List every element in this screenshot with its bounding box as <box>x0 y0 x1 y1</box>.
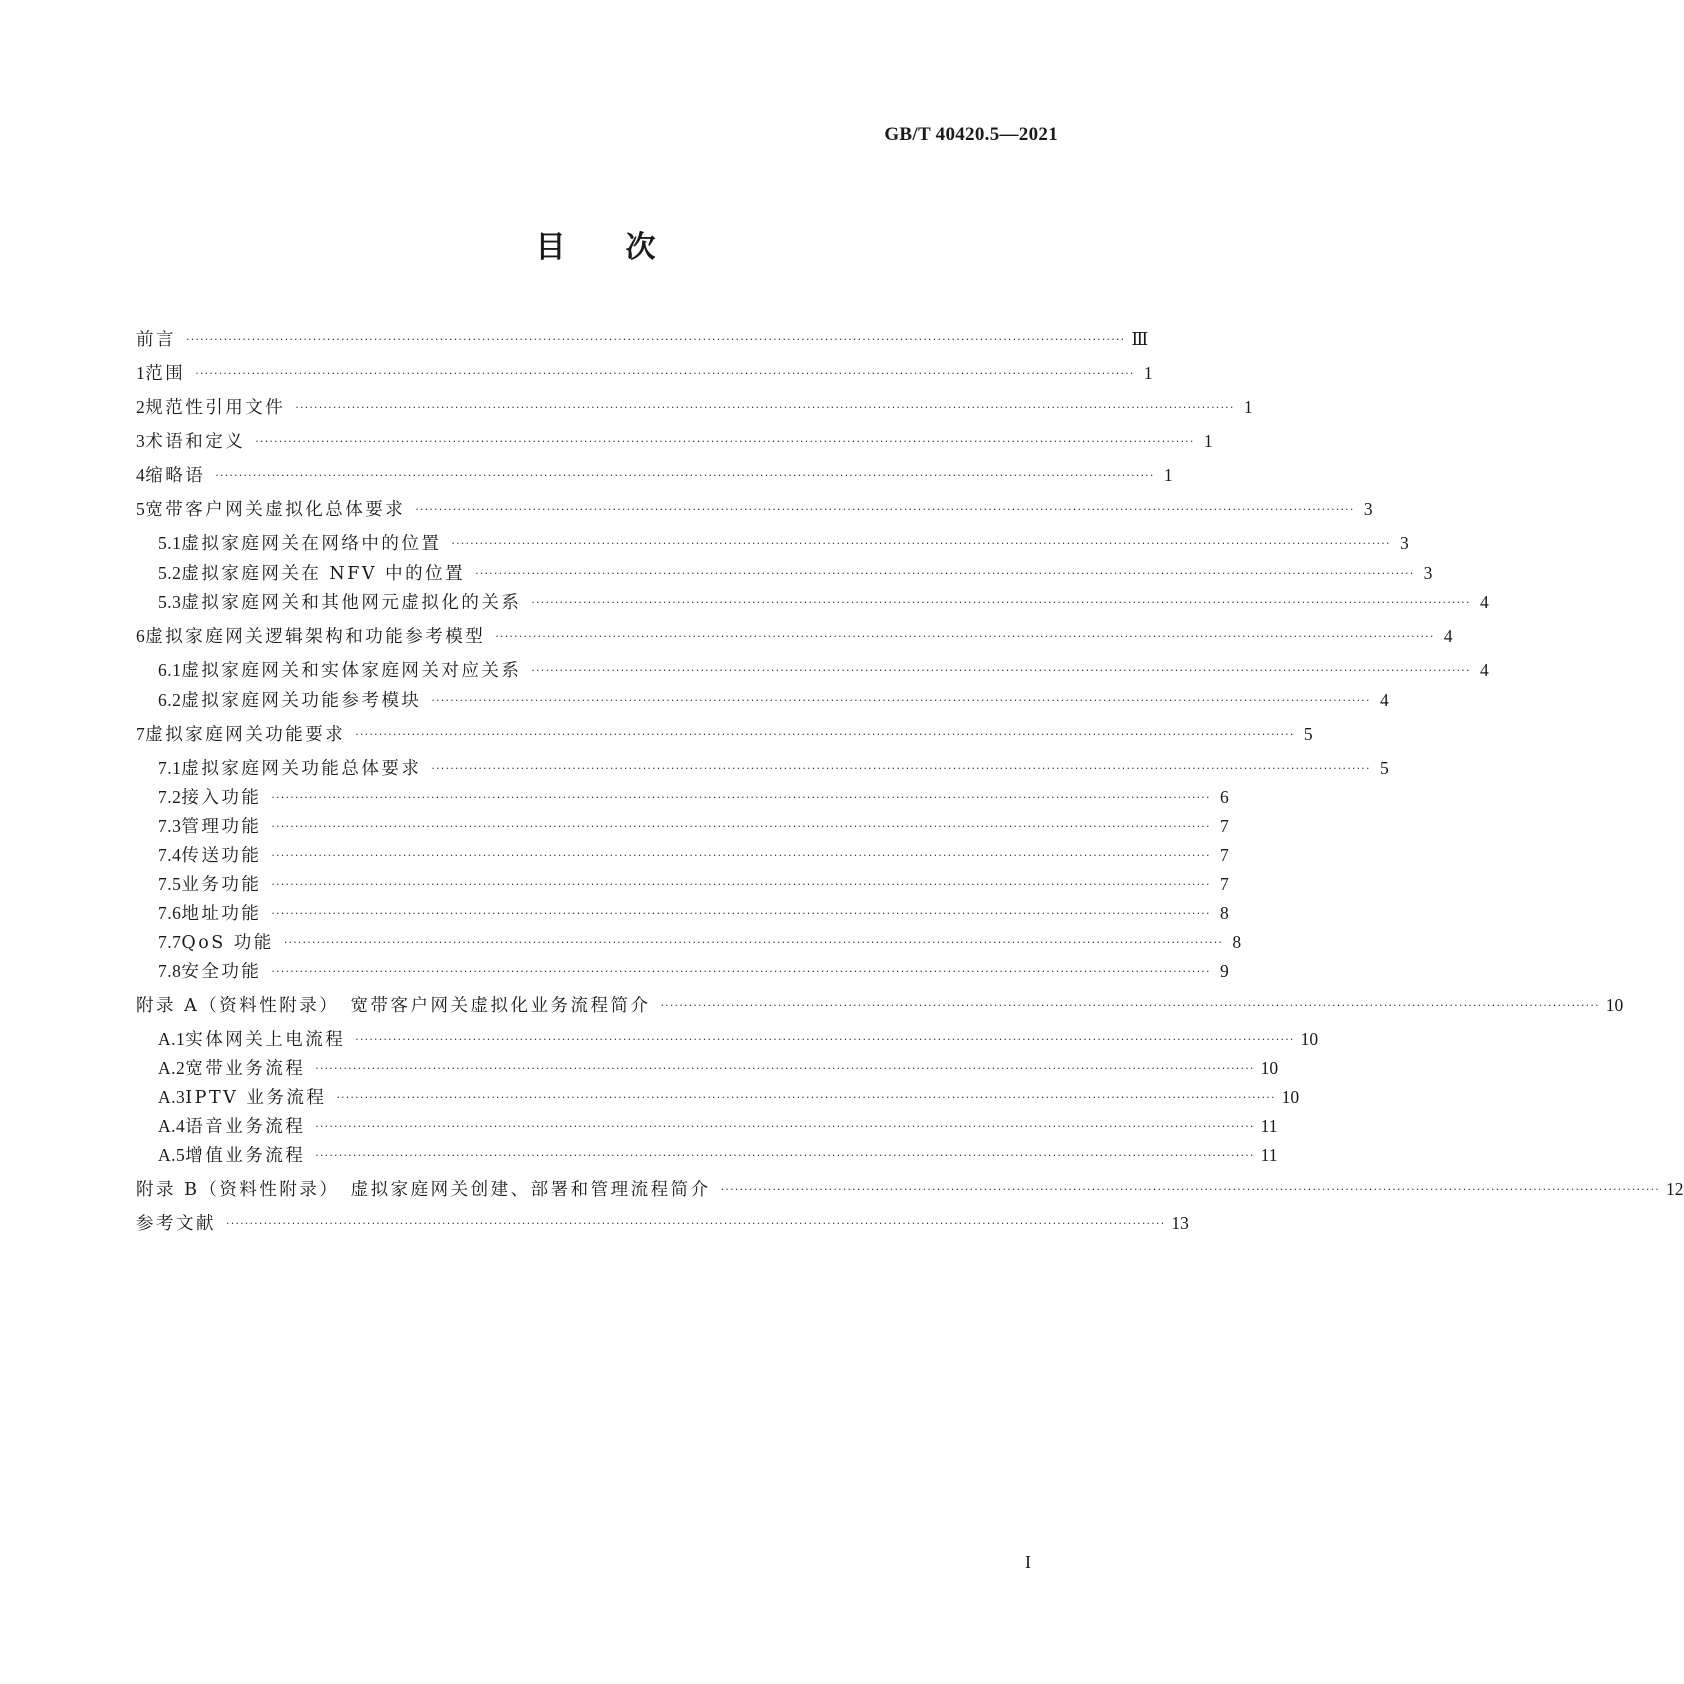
toc-entry[interactable] <box>136 1086 1300 1111</box>
toc-entry-number: 7.1 <box>158 758 182 778</box>
toc-entry-title: 业务功能 <box>181 875 262 895</box>
page-title: 目次 <box>535 230 716 265</box>
toc-dot-leader: ········································································································································································································ <box>531 664 1471 677</box>
toc-entry[interactable] <box>136 902 1229 927</box>
toc-entry-number: 7.3 <box>158 816 182 836</box>
toc-dot-leader: ········································································································································································································ <box>355 1033 1295 1046</box>
toc-entry-title: 宽带客户网关虚拟化总体要求 <box>145 500 406 520</box>
toc-dot-leader: ········································································································································································································ <box>660 999 1600 1012</box>
toc-entry-page: Ⅲ <box>1131 329 1149 349</box>
toc-entry-title: 虚拟家庭网关和实体家庭网关对应关系 <box>181 661 522 681</box>
toc-entry[interactable] <box>136 689 1389 714</box>
toc-dot-leader: ········································································································································································································ <box>271 965 1211 978</box>
toc-dot-leader: ········································································································································································································ <box>495 630 1435 643</box>
toc-dot-leader: ········································································································································································································ <box>271 849 1211 862</box>
toc-entry[interactable] <box>136 931 1242 956</box>
toc-entry[interactable] <box>136 1057 1279 1082</box>
toc-entry-number: 5 <box>136 499 146 519</box>
toc-entry-title: 宽带业务流程 <box>185 1059 306 1079</box>
toc-entry-page: 4 <box>1479 660 1489 680</box>
toc-entry-title: 附录 A（资料性附录） 宽带客户网关虚拟化业务流程简介 <box>136 996 651 1016</box>
toc-entry-number: 5.2 <box>158 563 182 583</box>
toc-dot-leader: ········································································································································································································ <box>451 537 1391 550</box>
toc-dot-leader: ········································································································································································································ <box>226 1217 1166 1230</box>
toc-entry-page: 1 <box>1243 397 1253 417</box>
toc-entry-number: 5.3 <box>158 592 182 612</box>
toc-entry[interactable] <box>136 396 1253 421</box>
toc-entry-title: 安全功能 <box>181 962 262 982</box>
toc-entry-page: 1 <box>1203 431 1213 451</box>
toc-entry-number: 5.1 <box>158 533 182 553</box>
toc-entry[interactable] <box>136 591 1489 616</box>
toc-entry[interactable] <box>136 844 1229 869</box>
toc-entry-page: 4 <box>1379 690 1389 710</box>
toc-entry-number: 6 <box>136 626 146 646</box>
toc-dot-leader: ········································································································································································································ <box>195 367 1135 380</box>
toc-entry-title: 传送功能 <box>181 846 262 866</box>
toc-entry-number: 7.6 <box>158 903 182 923</box>
toc-entry-title: 规范性引用文件 <box>145 398 286 418</box>
toc-entry[interactable] <box>136 1028 1319 1053</box>
toc-entry-number: 7.2 <box>158 787 182 807</box>
toc-entry-title: 管理功能 <box>181 817 262 837</box>
toc-entry[interactable] <box>136 532 1409 557</box>
toc-entry-title: 实体网关上电流程 <box>185 1030 346 1050</box>
toc-entry[interactable] <box>136 1115 1278 1140</box>
toc-entry-title: 虚拟家庭网关功能总体要求 <box>181 759 422 779</box>
toc-dot-leader: ········································································································································································································ <box>431 762 1371 775</box>
toc-entry[interactable] <box>136 362 1153 387</box>
toc-entry-number: A.3 <box>158 1087 186 1107</box>
toc-entry-number: 2 <box>136 397 146 417</box>
toc-entry-title: 语音业务流程 <box>185 1117 306 1137</box>
toc-entry-page: 7 <box>1219 816 1229 836</box>
toc-entry-title: 附录 B（资料性附录） 虚拟家庭网关创建、部署和管理流程简介 <box>136 1180 711 1200</box>
toc-entry-number: A.2 <box>158 1058 186 1078</box>
toc-dot-leader: ········································································································································································································ <box>295 401 1235 414</box>
toc-entry[interactable] <box>136 1178 1684 1203</box>
toc-entry-page: 3 <box>1399 533 1409 553</box>
toc-entry-number: 3 <box>136 431 146 451</box>
toc-entry-number: 7.5 <box>158 874 182 894</box>
toc-entry[interactable] <box>136 1212 1189 1237</box>
toc-entry-number: 4 <box>136 465 146 485</box>
toc-entry[interactable] <box>136 873 1229 898</box>
toc-entry-title: 地址功能 <box>181 904 262 924</box>
toc-entry[interactable] <box>136 328 1149 353</box>
toc-entry-title: 缩略语 <box>145 466 206 486</box>
toc-entry-title: 虚拟家庭网关功能参考模块 <box>181 691 422 711</box>
toc-entry-page: 5 <box>1379 758 1389 778</box>
toc-dot-leader: ········································································································································································································ <box>336 1091 1276 1104</box>
toc-entry-number: 1 <box>136 363 146 383</box>
toc-entry-page: 10 <box>1260 1058 1279 1078</box>
toc-entry-title: 虚拟家庭网关在 NFV 中的位置 <box>181 564 466 584</box>
toc-entry-page: 1 <box>1163 465 1173 485</box>
toc-dot-leader: ········································································································································································································ <box>475 567 1415 580</box>
toc-entry-page: 10 <box>1605 995 1624 1015</box>
toc-entry[interactable] <box>136 464 1173 489</box>
toc-entry-number: 6.2 <box>158 690 182 710</box>
toc-entry-page: 3 <box>1363 499 1373 519</box>
toc-entry-title: 虚拟家庭网关和其他网元虚拟化的关系 <box>181 593 522 613</box>
toc-entry[interactable] <box>136 757 1389 782</box>
toc-entry-page: 11 <box>1260 1116 1278 1136</box>
toc-entry[interactable] <box>136 625 1453 650</box>
toc-entry[interactable] <box>136 498 1373 523</box>
toc-entry[interactable] <box>136 562 1433 587</box>
toc-entry[interactable] <box>136 994 1624 1019</box>
toc-entry-number: 7.8 <box>158 961 182 981</box>
toc-entry-title: 前言 <box>136 330 176 350</box>
toc-entry-title: QoS 功能 <box>181 933 274 953</box>
toc-entry[interactable] <box>136 723 1313 748</box>
toc-dot-leader: ········································································································································································································ <box>315 1149 1255 1162</box>
toc-entry-page: 1 <box>1143 363 1153 383</box>
toc-entry[interactable] <box>136 659 1489 684</box>
toc-entry-page: 11 <box>1260 1145 1278 1165</box>
toc-entry-page: 8 <box>1219 903 1229 923</box>
toc-entry-number: 7.4 <box>158 845 182 865</box>
toc-entry-title: 接入功能 <box>181 788 262 808</box>
toc-entry-title: 虚拟家庭网关逻辑架构和功能参考模型 <box>145 627 486 647</box>
toc-entry-number: A.5 <box>158 1145 186 1165</box>
toc-entry[interactable] <box>136 1144 1278 1169</box>
toc-entry[interactable] <box>136 815 1229 840</box>
toc-entry-number: 6.1 <box>158 660 182 680</box>
toc-entry-page: 13 <box>1171 1213 1189 1233</box>
toc-entry-title: 虚拟家庭网关在网络中的位置 <box>181 534 442 554</box>
toc-dot-leader: ········································································································································································································ <box>315 1062 1255 1075</box>
toc-dot-leader: ········································································································································································································ <box>415 503 1355 516</box>
standard-code: GB/T 40420.5—2021 <box>884 124 1058 145</box>
toc-entry[interactable] <box>136 786 1229 811</box>
toc-dot-leader: ········································································································································································································ <box>355 728 1295 741</box>
toc-entry-page: 8 <box>1232 932 1242 952</box>
toc-entry-number: A.1 <box>158 1029 186 1049</box>
toc-entry-page: 10 <box>1300 1029 1319 1049</box>
toc-entry-title: 参考文献 <box>136 1214 216 1234</box>
toc-dot-leader: ········································································································································································································ <box>315 1120 1255 1133</box>
toc-entry-title: IPTV 业务流程 <box>185 1088 327 1108</box>
toc-entry[interactable] <box>136 430 1213 455</box>
toc-dot-leader: ········································································································································································································ <box>271 907 1211 920</box>
toc-dot-leader: ········································································································································································································ <box>720 1183 1660 1196</box>
toc-entry-page: 7 <box>1219 874 1229 894</box>
toc-dot-leader: ········································································································································································································ <box>431 694 1371 707</box>
toc-dot-leader: ········································································································································································································ <box>283 936 1224 949</box>
toc-entry-title: 增值业务流程 <box>185 1146 306 1166</box>
toc-entry-title: 虚拟家庭网关功能要求 <box>145 725 346 745</box>
toc-dot-leader: ········································································································································································································ <box>215 469 1155 482</box>
toc-dot-leader: ········································································································································································································ <box>531 596 1471 609</box>
toc-entry-page: 7 <box>1219 845 1229 865</box>
toc-entry-title: 术语和定义 <box>145 432 246 452</box>
toc-dot-leader: ········································································································································································································ <box>255 435 1195 448</box>
toc-dot-leader: ········································································································································································································ <box>186 333 1126 346</box>
toc-entry-number: 7 <box>136 724 146 744</box>
toc-entry-number: 7.7 <box>158 932 182 952</box>
toc-dot-leader: ········································································································································································································ <box>271 878 1211 891</box>
footer-page-number: I <box>1025 1552 1031 1572</box>
toc-entry-title: 范围 <box>145 364 186 384</box>
toc-dot-leader: ········································································································································································································ <box>271 791 1211 804</box>
toc-entry-page: 9 <box>1219 961 1229 981</box>
toc-entry[interactable] <box>136 960 1229 985</box>
toc-entry-page: 5 <box>1303 724 1313 744</box>
toc-entry-page: 4 <box>1443 626 1453 646</box>
toc-entry-number: A.4 <box>158 1116 186 1136</box>
toc-entry-page: 4 <box>1479 592 1489 612</box>
toc-dot-leader: ········································································································································································································ <box>271 820 1211 833</box>
toc-entry-page: 6 <box>1219 787 1229 807</box>
toc-entry-page: 10 <box>1281 1087 1300 1107</box>
toc-entry-page: 3 <box>1423 563 1433 583</box>
toc-entry-page: 12 <box>1666 1179 1684 1199</box>
